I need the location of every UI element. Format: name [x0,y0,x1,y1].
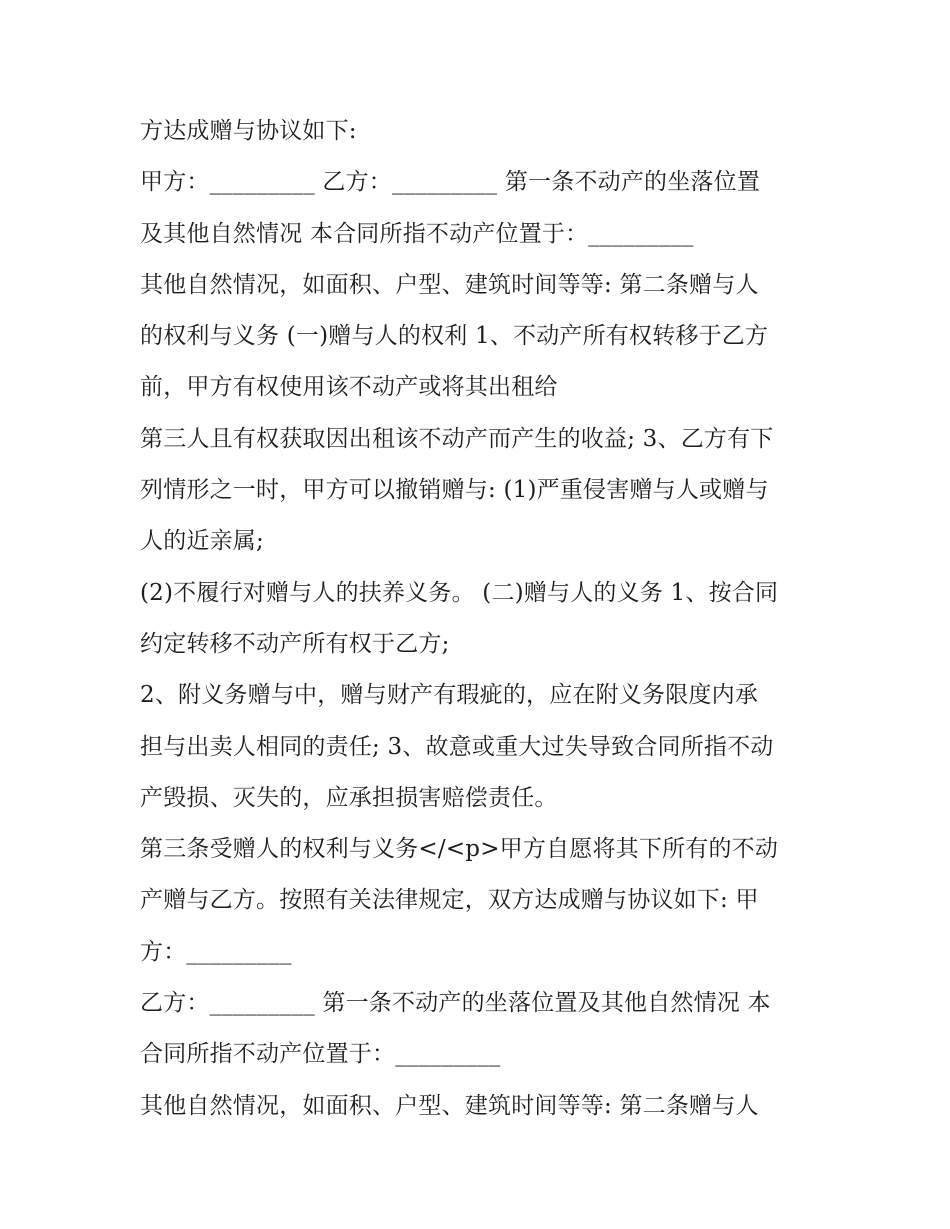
text-line: 前，甲方有权使用该不动产或将其出租给 [140,374,558,401]
text-line: 第三人且有权获取因出租该不动产而产生的收益; 3、乙方有下 [140,425,774,452]
text-line: 其他自然情况，如面积、户型、建筑时间等等: 第二条赠与人 [140,271,759,298]
text-line: 担与出卖人相同的责任; 3、故意或重大过失导致合同所指不动 [140,733,774,760]
text-line: (2)不履行对赠与人的扶养义务。 (二)赠与人的义务 1、按合同 [140,579,779,606]
text-line: 2、附义务赠与中，赠与财产有瑕疵的，应在附义务限度内承 [140,682,759,709]
text-line: 及其他自然情况 本合同所指不动产位置于：_________ [140,220,694,247]
text-line: 人的近亲属; [140,528,264,555]
text-line: 其他自然情况，如面积、户型、建筑时间等等: 第二条赠与人 [140,1092,759,1119]
text-line: 方达成赠与协议如下: [140,118,357,144]
text-line: 列情形之一时，甲方可以撤销赠与: (1)严重侵害赠与人或赠与 [140,477,769,504]
document-body [140,106,810,1132]
text-line: 约定转移不动产所有权于乙方; [140,630,450,657]
text-line: 产毁损、灭失的，应承担损害赔偿责任。 [140,784,558,811]
text-line: 甲方：_________ 乙方：_________ 第一条不动产的坐落位置 [140,169,761,196]
text-line: 的权利与义务 (一)赠与人的权利 1、不动产所有权转移于乙方 [140,323,769,350]
text-line: 产赠与乙方。按照有关法律规定，双方达成赠与协议如下: 甲 [140,887,759,914]
text-line: 乙方：_________ 第一条不动产的坐落位置及其他自然情况 本 [140,990,771,1017]
text-line: 合同所指不动产位置于：_________ [140,1041,501,1068]
text-line: 方：_________ [140,938,292,965]
text-line: 第三条受赠人的权利与义务</<p>甲方自愿将其下所有的不动 [140,836,779,863]
